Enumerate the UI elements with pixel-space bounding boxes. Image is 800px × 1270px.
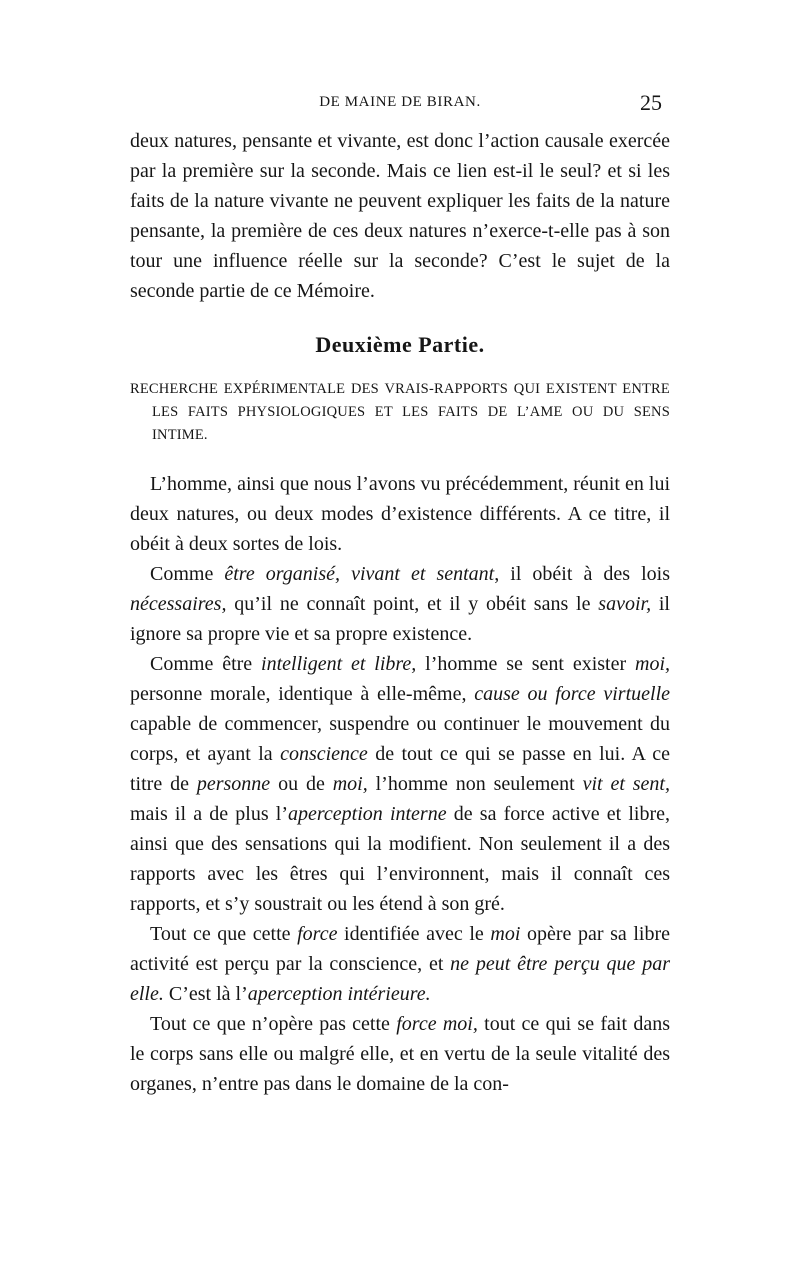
text-run: de tout ce qui se passe en lui. A ce titre de [130, 743, 671, 795]
text-run: , il obéit à des lois [494, 563, 670, 585]
italic-run: être organisé, vivant et sentant [224, 563, 495, 585]
text-run: tout ce qui se fait dans le corps sans elle ou malgré elle, et en vertu de la seule vitalité des organes, n’entre pas dans le domaine de la con- [130, 1013, 670, 1095]
text-run: identifiée avec le [337, 923, 491, 945]
paragraph-2 [130, 559, 670, 649]
italic-run: intelligent et libre, [261, 653, 417, 675]
text-run: capable de commencer, suspendre ou continuer le mouvement du corps, et ayant la [130, 713, 670, 765]
italic-run: aperception intérieure. [247, 983, 431, 1005]
intro-text: deux natures, pensante et vivante, est donc l’action causale exercée par la première sur la seconde. Mais ce lien est-il le seul? et si les faits de la nature vivante ne peuvent expliquer les faits de la nature pensante, la première de ces deux natures n’exerce-t-elle pas à son tour une influence réelle sur la seconde? C’est le sujet de la seconde partie de ce Mémoire. [130, 130, 670, 302]
italic-run: personne [196, 773, 271, 795]
text-run: l’homme se sent exister [416, 653, 635, 675]
italic-run: moi, [332, 773, 368, 795]
italic-run: aperception interne [288, 803, 447, 825]
text-run: Tout ce que cette [150, 923, 298, 945]
text-run: de sa force active et libre, ainsi que des sensations qui la modifient. Non seulement il a des rapports avec les êtres qui l’environnent, mais il connaît ces rapports, et s’y soustrait ou les étend à son gré. [130, 803, 671, 915]
text-run: C’est là l’ [163, 983, 248, 1005]
intro-paragraph [130, 126, 670, 306]
paragraph-4 [130, 919, 670, 1009]
page-number: 25 [640, 90, 662, 115]
running-title: DE MAINE DE BIRAN. [319, 94, 481, 110]
paragraph-3 [130, 649, 670, 919]
text-run: Comme être [150, 653, 262, 675]
italic-run: cause ou force virtuelle [474, 683, 670, 705]
italic-run: ne peut être perçu que par elle. [130, 953, 670, 1005]
text-run: il ignore sa propre vie et sa propre existence. [130, 593, 670, 645]
italic-run: moi [490, 923, 521, 945]
text-run: mais il a de plus l’ [130, 803, 288, 825]
paragraph-1 [130, 469, 670, 559]
italic-run: savoir, [598, 593, 652, 615]
text-run: personne morale, identique à elle-même, [130, 683, 475, 705]
italic-run: conscience [280, 743, 368, 765]
italic-run: force moi, [396, 1013, 478, 1035]
italic-run: nécessaires, [130, 593, 227, 615]
text-run: l’homme non seulement [367, 773, 583, 795]
text-run: Comme [150, 563, 225, 585]
section-title: Deuxième Partie. [315, 332, 485, 357]
running-head [130, 90, 670, 116]
paragraph-1-text: L’homme, ainsi que nous l’avons vu précédemment, réunit en lui deux natures, ou deux modes d’existence différents. A ce titre, il obéit à deux sortes de lois. [130, 473, 670, 555]
italic-run: force [297, 923, 338, 945]
section-subtitle: RECHERCHE EXPÉRIMENTALE DES VRAIS-RAPPORTS QUI EXISTENT ENTRE LES FAITS PHYSIOLOGIQUES ET LES FAITS DE L’AME OU DU SENS INTIME. [130, 381, 670, 443]
text-run: qu’il ne connaît point, et il y obéit sans le [226, 593, 599, 615]
text-run: Tout ce que n’opère pas cette [150, 1013, 397, 1035]
paragraph-5 [130, 1009, 670, 1099]
page-body [130, 126, 670, 1099]
italic-run: moi, [635, 653, 670, 675]
text-run: opère par sa libre activité est perçu par la conscience, et [130, 923, 670, 975]
text-run: ou de [270, 773, 333, 795]
italic-run: vit et sent, [582, 773, 670, 795]
